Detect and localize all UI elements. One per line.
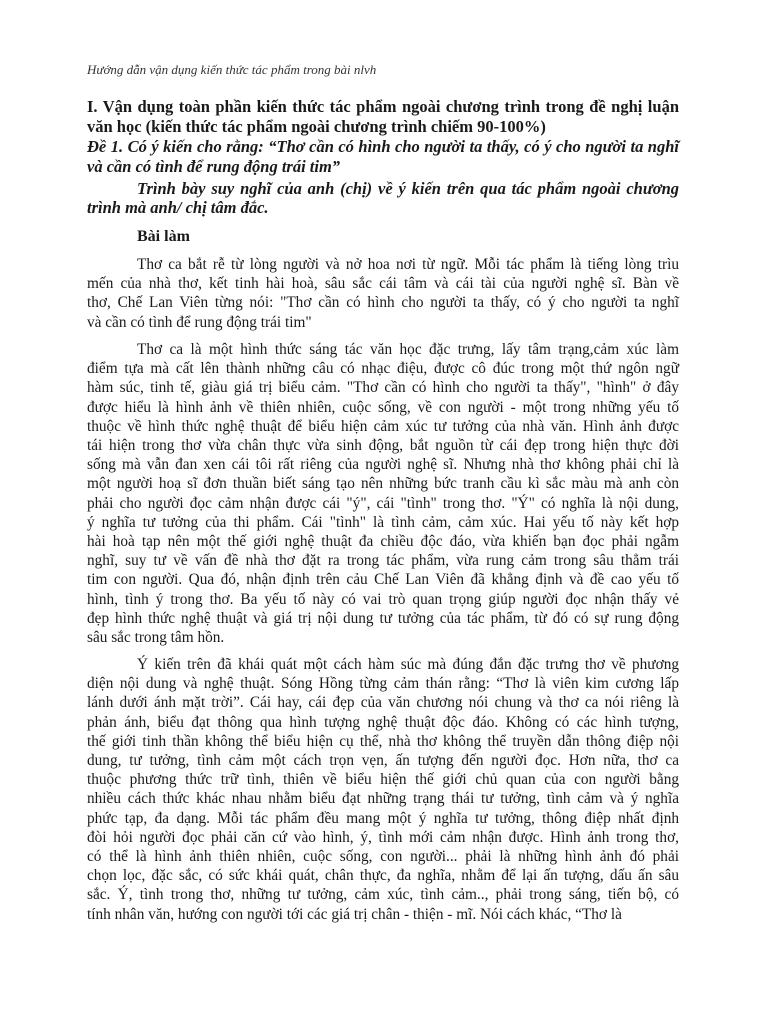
paragraph-line: thuộc phương thức trữ tình, thiên về biểu hiện thế giới chủ quan của con người bằng: [87, 771, 679, 789]
section-heading: [87, 97, 679, 136]
paragraph-line: Thơ ca bắt rễ từ lòng người và nở hoa nơi từ ngữ. Mỗi tác phẩm là tiếng lòng trìu: [137, 256, 679, 273]
paragraph-line: đòi hỏi người đọc phải căn cứ vào hình, ý, tình mới cảm nhận được. Hình ảnh trong thơ,: [87, 828, 679, 846]
paragraph-line: đẹp hình thức nghệ thuật và giá trị nội dung tư tưởng của tác phẩm, từ đó có sự rung động: [87, 609, 679, 627]
body-paragraph: [87, 340, 679, 647]
body-paragraph: [87, 255, 679, 332]
paragraph-line: thế giới tinh thần không thể biểu hiện cụ thể, nhà thơ không thể truyền dẫn thông điệp nội: [87, 732, 679, 750]
paragraph-line: Ý kiến trên đã khái quát một cách hàm súc mà đúng đắn đặc trưng thơ về phương: [137, 656, 679, 673]
prompt-line: và cần có tình để rung động trái tim”: [87, 157, 341, 176]
body-paragraph: [87, 655, 679, 924]
paragraph-line: được hiểu là hình ảnh về thiên nhiên, cuộc sống, về con người - một trong những yếu tố: [87, 398, 679, 416]
paragraph-line: hài hoà tạp nên một thế giới nghệ thuật đa chiều độc đáo, vừa khiến bạn đọc phải ngẫm: [87, 533, 679, 551]
paragraph-line: chọn lọc, đặc sắc, có sức khái quát, chân thực, đa nghĩa, nhằm để lại ấn tượng, dấu ấn sâu: [87, 867, 679, 885]
paragraph-line: tim con người. Qua đó, nhận định trên cảu Chế Lan Viên đã khẳng định và đề cao yếu tố: [87, 571, 679, 589]
paragraph-line: và cần có tình để rung động trái tim": [87, 313, 312, 331]
paragraph-line: tái hiện trong thơ vừa chân thực vừa sinh động, bắt nguồn từ cái đẹp trong hiện thực đời: [87, 437, 679, 455]
paragraph-line: điểm tựa mà cất lên thành những câu có nhạc điệu, được cô đúc trong một thứ ngôn ngữ: [87, 360, 679, 378]
paragraph-line: lánh dưới ánh mặt trời”. Cái hay, cái đẹp của văn chương nói chung và thơ ca nói riêng là: [87, 694, 679, 712]
paragraph-line: có thể là hình ảnh thiên nhiên, cuộc sống, con người... phải là những hình ảnh đó phải: [87, 848, 679, 866]
paragraph-line: diện nội dung và nghệ thuật. Sóng Hồng từng cảm thán rằng: “Thơ là viên kim cương lấp: [87, 675, 679, 693]
paragraph-line: ý nghĩa tư tưởng của thi phẩm. Cái "tình" là tình cảm, cảm xúc. Hai yếu tố này kết hợp: [87, 513, 679, 531]
heading-line: văn học (kiến thức tác phẩm ngoài chương trình chiếm 90-100%): [87, 116, 546, 136]
paragraph-line: hình, tình ý trong thơ. Ba yếu tố này có vai trò quan trọng giúp người đọc nhận thấy vẻ: [87, 590, 679, 608]
answer-label: Bài làm: [137, 228, 190, 245]
paragraph-line: phản ánh, biểu đạt thông qua hình tượng nghệ thuật độc đáo. Không có các hình tượng,: [87, 713, 679, 731]
paragraph-line: Thơ ca là một hình thức sáng tác văn học đặc trưng, lấy tâm trạng,cảm xúc làm: [137, 341, 679, 358]
running-header: Hướng dẫn vận dụng kiến thức tác phẩm trong bài nlvh: [87, 62, 377, 77]
paragraph-line: sâu sắc trong tâm hồn.: [87, 629, 225, 647]
paragraph-line: dung, tư tưởng, tình cảm một cách trọn vẹn, ấn tượng đến người đọc. Hơn nữa, thơ ca: [87, 752, 679, 770]
prompt-line: Đề 1. Có ý kiến cho rằng: “Thơ cần có hình cho người ta thấy, có ý cho người ta nghĩ: [87, 137, 679, 156]
essay-requirement: [87, 179, 679, 217]
paragraph-line: sống mà vẫn đan xen cái tôi rất riêng của người nghệ sĩ. Nhưng nhà thơ không phải chỉ là: [87, 456, 679, 474]
paragraph-line: mến của nhà thơ, kết tinh hài hoà, sâu sắc cái tâm và cái tài của người nghệ sĩ. Bàn về: [87, 275, 679, 293]
heading-line: I. Vận dụng toàn phần kiến thức tác phẩm ngoài chương trình trong đề nghị luận: [87, 97, 679, 116]
requirement-line: Trình bày suy nghĩ của anh (chị) về ý kiến trên qua tác phẩm ngoài chương: [137, 179, 679, 198]
paragraph-line: hàm súc, tinh tế, giàu giá trị biểu cảm. "Thơ cần có hình cho người ta thấy", "hình" ở đây: [87, 379, 679, 397]
requirement-line: trình mà anh/ chị tâm đắc.: [87, 198, 269, 217]
paragraph-line: một người hoạ sĩ đơn thuần biết sáng tạo nên những bức tranh cầu kì sắc màu mà anh còn: [87, 475, 679, 493]
paragraph-line: nhiều cách thức khác nhau nhằm biểu đạt những trạng thái tư tưởng, tình cảm và ý nghĩa: [87, 790, 679, 808]
paragraph-line: phức tạp, đa dạng. Mỗi tác phẩm đều mang một ý nghĩa tư tưởng, thông điệp nhất định: [87, 809, 679, 827]
essay-prompt: [87, 137, 679, 177]
paragraph-line: phải cho người đọc cảm nhận được cái "ý", cái "tình" trong thơ. "Ý" có nghĩa là nội dung,: [87, 494, 679, 512]
paragraph-line: tính nhân văn, hướng con người tới các giá trị chân - thiện - mĩ. Nói cách khác, “Thơ là: [87, 905, 622, 923]
paragraph-line: thuộc về hình thức nghệ thuật để biểu hiện cảm xúc tư tưởng của nhà văn. Hình ảnh được: [87, 417, 679, 435]
paragraph-line: nghĩ, suy tư về vấn đề nhà thơ đặt ra trong tác phẩm, vừa rung cảm trong sâu thẳm trái: [87, 552, 679, 570]
paragraph-line: thơ, Chế Lan Viên từng nói: "Thơ cần có hình cho người ta thấy, có ý cho người ta nghĩ: [87, 294, 679, 312]
paragraph-line: sắc. Ý, tình trong thơ, những tư tưởng, cảm xúc, tình cảm.., phải trong sáng, tiến bộ, có: [87, 886, 679, 904]
